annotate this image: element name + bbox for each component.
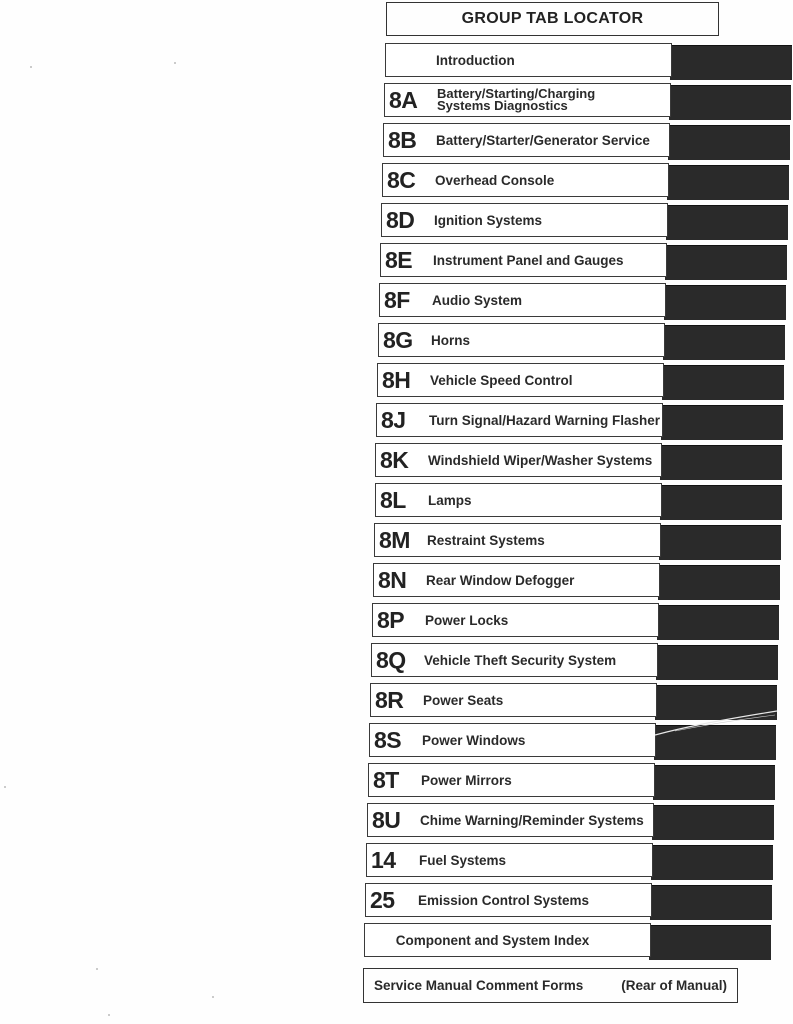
tab-label: Battery/Starter/Generator Service [436,132,650,148]
tab-label: Vehicle Theft Security System [424,652,617,668]
tab-label: Introduction [436,52,515,68]
tab-code: 8B [388,126,417,153]
tab-row [0,163,793,199]
tab-label: Turn Signal/Hazard Warning Flasher [429,412,661,428]
tab-label: Lamps [428,492,472,508]
tab-label: Instrument Panel and Gauges [433,252,624,268]
tab-row [0,323,793,359]
tab-label: Component and System Index [395,932,590,948]
comment-forms-box [363,968,738,1003]
tab-row [0,243,793,279]
paper-speck [174,62,176,64]
tab-8u[interactable] [367,803,654,837]
tab-8l[interactable] [375,483,662,517]
tab-8a[interactable] [384,83,671,117]
tab-8t[interactable] [368,763,655,797]
tab-code: 8E [385,246,413,273]
tab-row [0,763,793,799]
tab-label: Windshield Wiper/Washer Systems [428,452,653,468]
tab-label [437,88,595,112]
tab-code: 8P [377,606,405,633]
tab-edge-marker [670,45,792,80]
tab-edge-marker [649,925,771,960]
tab-code: 8S [374,726,402,753]
tab-label: Overhead Console [435,172,555,188]
tab-edge-marker [665,245,787,280]
tab-25[interactable] [365,883,652,917]
tab-8n[interactable] [373,563,660,597]
tab-code: 8K [380,446,409,473]
tab-code: 8N [378,566,407,593]
tab-code: 25 [370,886,395,913]
paper-speck [4,786,6,788]
tab-code: 8C [387,166,416,193]
tab-edge-marker [652,805,774,840]
tab-row [0,203,793,239]
tab-label: Fuel Systems [419,852,507,868]
tab-code: 8D [386,206,415,233]
tab-edge-marker [668,125,790,160]
tab-edge-marker [658,565,780,600]
tab-8e[interactable] [380,243,667,277]
tab-edge-marker [666,205,788,240]
tab-8b[interactable] [383,123,670,157]
tab-label: Restraint Systems [427,532,545,548]
tab-label-line-1: Battery/Starting/Charging [437,86,596,101]
tab-row [0,603,793,639]
tab-row [0,443,793,479]
page-title: GROUP TAB LOCATOR [386,2,719,36]
tab-code: 8G [383,326,413,353]
tab-edge-marker [663,325,785,360]
tab-row [0,43,793,79]
tab-row [0,123,793,159]
tab-8c[interactable] [382,163,669,197]
tab-row [0,883,793,919]
tab-code: 8H [382,366,411,393]
tab-label: Ignition Systems [434,212,543,228]
tab-code: 8U [372,806,401,833]
tab-label: Rear Window Defogger [426,572,575,588]
tab-row [0,643,793,679]
tab-edge-marker [657,605,779,640]
tab-label: Vehicle Speed Control [430,372,573,388]
tab-label: Audio System [432,292,523,308]
tab-edge-marker [664,285,786,320]
tab-8j[interactable] [376,403,663,437]
tab-edge-marker [659,525,781,560]
tab-row [0,843,793,879]
tab-row [0,83,793,119]
tab-component-index[interactable] [364,923,651,957]
tab-row [0,563,793,599]
tab-edge-marker [662,365,784,400]
tab-8s[interactable] [369,723,656,757]
tab-row [0,403,793,439]
tab-code: 8A [389,86,418,113]
tab-introduction[interactable] [385,43,672,77]
tab-code: 8R [375,686,404,713]
tab-edge-marker [660,485,782,520]
tab-label: Chime Warning/Reminder Systems [420,812,644,828]
tab-label: Power Locks [425,612,509,628]
tab-code: 8L [380,486,406,513]
tab-edge-marker [656,645,778,680]
tab-label-line-2: Systems Diagnostics [437,98,568,113]
comment-forms-label: Service Manual Comment Forms [374,978,584,993]
paper-speck [212,996,214,998]
tab-row [0,283,793,319]
tab-label: Power Windows [422,732,526,748]
paper-speck [96,968,98,970]
tab-edge-marker [661,405,783,440]
tab-8h[interactable] [377,363,664,397]
tab-8f[interactable] [379,283,666,317]
tab-edge-marker [669,85,791,120]
tab-code: 8Q [376,646,406,673]
tab-row [0,363,793,399]
tab-edge-marker [667,165,789,200]
tab-8k[interactable] [375,443,662,477]
rear-of-manual-label: (Rear of Manual) [621,978,727,993]
tab-row [0,923,793,959]
tab-code: 8J [381,406,406,433]
tab-edge-marker [653,765,775,800]
tab-8d[interactable] [381,203,668,237]
tab-code: 8F [384,286,410,313]
tab-label: Horns [431,332,471,348]
tab-8r[interactable] [370,683,657,717]
tab-14[interactable] [366,843,653,877]
tab-8p[interactable] [372,603,659,637]
tab-label: Power Mirrors [421,772,512,788]
tab-label: Emission Control Systems [418,892,590,908]
tab-edge-marker [650,885,772,920]
tab-8g[interactable] [378,323,665,357]
tab-row [0,483,793,519]
tab-edge-marker [660,445,782,480]
tab-code: 8M [379,526,410,553]
tab-label: Power Seats [423,692,504,708]
paper-speck [30,66,32,68]
tab-row [0,523,793,559]
paper-speck [108,1014,110,1016]
tab-8m[interactable] [374,523,661,557]
tab-edge-marker [651,845,773,880]
tab-code: 8T [373,766,399,793]
paper-crease [655,705,777,739]
tab-row [0,803,793,839]
tab-8q[interactable] [371,643,658,677]
tab-code: 14 [371,846,396,873]
